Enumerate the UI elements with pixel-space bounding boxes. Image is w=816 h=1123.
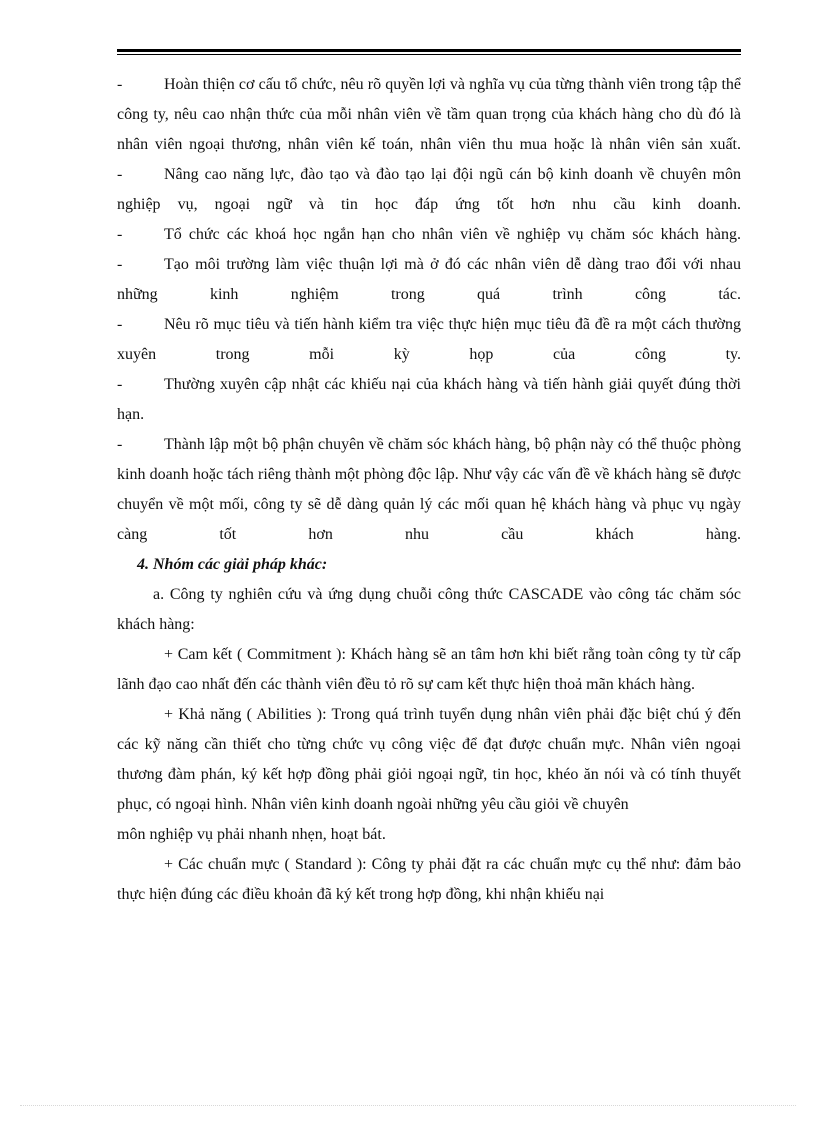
abilities-paragraph: + Khả năng ( Abilities ): Trong quá trình tuyển dụng nhân viên phải đặc biệt chú ý đến các kỹ năng cần thiết cho từng chức vụ công việc để đạt được chuẩn mực. Nhân viên ngoại thương đàm phán, ký kết hợp đồng phải giỏi ngoại ngữ, tin học, khéo ăn nói và có tính thuyết phục, có ngoại hình. Nhân viên kinh doanh ngoài những yêu cầu giỏi về chuyên: [117, 706, 741, 813]
bullet-item-2: [117, 160, 741, 220]
bullet-item-5: [117, 310, 741, 370]
bullet-item-7: [117, 430, 741, 550]
bullet-dash: -: [117, 256, 123, 273]
page-bottom-rule: [20, 1105, 796, 1106]
bullet-item-6: [117, 370, 741, 430]
standard-paragraph: + Các chuẩn mực ( Standard ): Công ty phải đặt ra các chuẩn mực cụ thể như: đảm bảo thực hiện đúng các điều khoản đã ký kết trong hợp đồng, khi nhận khiếu nại: [117, 856, 741, 903]
bullet-item-1: [117, 70, 741, 160]
bullet-dash: -: [117, 436, 123, 453]
section-heading: 4. Nhóm các giải pháp khác:: [137, 556, 328, 573]
intro-paragraph: a. Công ty nghiên cứu và ứng dụng chuỗi công thức CASCADE vào công tác chăm sóc khách hàng:: [117, 586, 741, 633]
bullet-dash: -: [117, 76, 123, 93]
bullet-text: Nâng cao năng lực, đào tạo và đào tạo lại đội ngũ cán bộ kinh doanh về chuyên môn nghiệp vụ, ngoại ngữ và tin học đáp ứng tốt hơn nhu cầu kinh doanh.: [117, 166, 741, 213]
bullet-dash: -: [117, 166, 123, 183]
bullet-text: Thường xuyên cập nhật các khiếu nại của khách hàng và tiến hành giải quyết đúng thời hạn.: [117, 376, 741, 423]
bullet-item-3: [117, 220, 741, 250]
bullet-text: Nêu rõ mục tiêu và tiến hành kiểm tra việc thực hiện mục tiêu đã đề ra một cách thường xuyên trong mỗi kỳ họp của công ty.: [117, 316, 741, 363]
bullet-dash: -: [117, 376, 123, 393]
bullet-dash: -: [117, 226, 123, 243]
bullet-text: Hoàn thiện cơ cấu tổ chức, nêu rõ quyền lợi và nghĩa vụ của từng thành viên trong tập thể công ty, nêu cao nhận thức của mỗi nhân viên về tầm quan trọng của khách hàng cho dù đó là nhân viên ngoại thương, nhân viên kế toán, nhân viên thu mua hoặc là nhân viên sản xuất.: [117, 76, 741, 153]
bullet-text: Tạo môi trường làm việc thuận lợi mà ở đó các nhân viên dễ dàng trao đổi với nhau những kinh nghiệm trong quá trình công tác.: [117, 256, 741, 303]
commitment-paragraph: + Cam kết ( Commitment ): Khách hàng sẽ an tâm hơn khi biết rằng toàn công ty từ cấp lãnh đạo cao nhất đến các thành viên đều tỏ rõ sự cam kết thực hiện thoả mãn khách hàng.: [117, 646, 741, 693]
bullet-item-4: [117, 250, 741, 310]
header-rule: [117, 49, 741, 55]
abilities-continuation: môn nghiệp vụ phải nhanh nhẹn, hoạt bát.: [117, 826, 386, 843]
bullet-text: Tổ chức các khoá học ngắn hạn cho nhân viên về nghiệp vụ chăm sóc khách hàng.: [164, 226, 741, 243]
document-body: [117, 70, 741, 910]
bullet-dash: -: [117, 316, 123, 333]
bullet-text: Thành lập một bộ phận chuyên về chăm sóc khách hàng, bộ phận này có thể thuộc phòng kinh doanh hoặc tách riêng thành một phòng độc lập. Như vậy các vấn đề về khách hàng sẽ được chuyển về một mối, công ty sẽ dễ dàng quản lý các mối quan hệ khách hàng và phục vụ ngày càng tốt hơn nhu cầu khách hàng.: [117, 436, 741, 543]
